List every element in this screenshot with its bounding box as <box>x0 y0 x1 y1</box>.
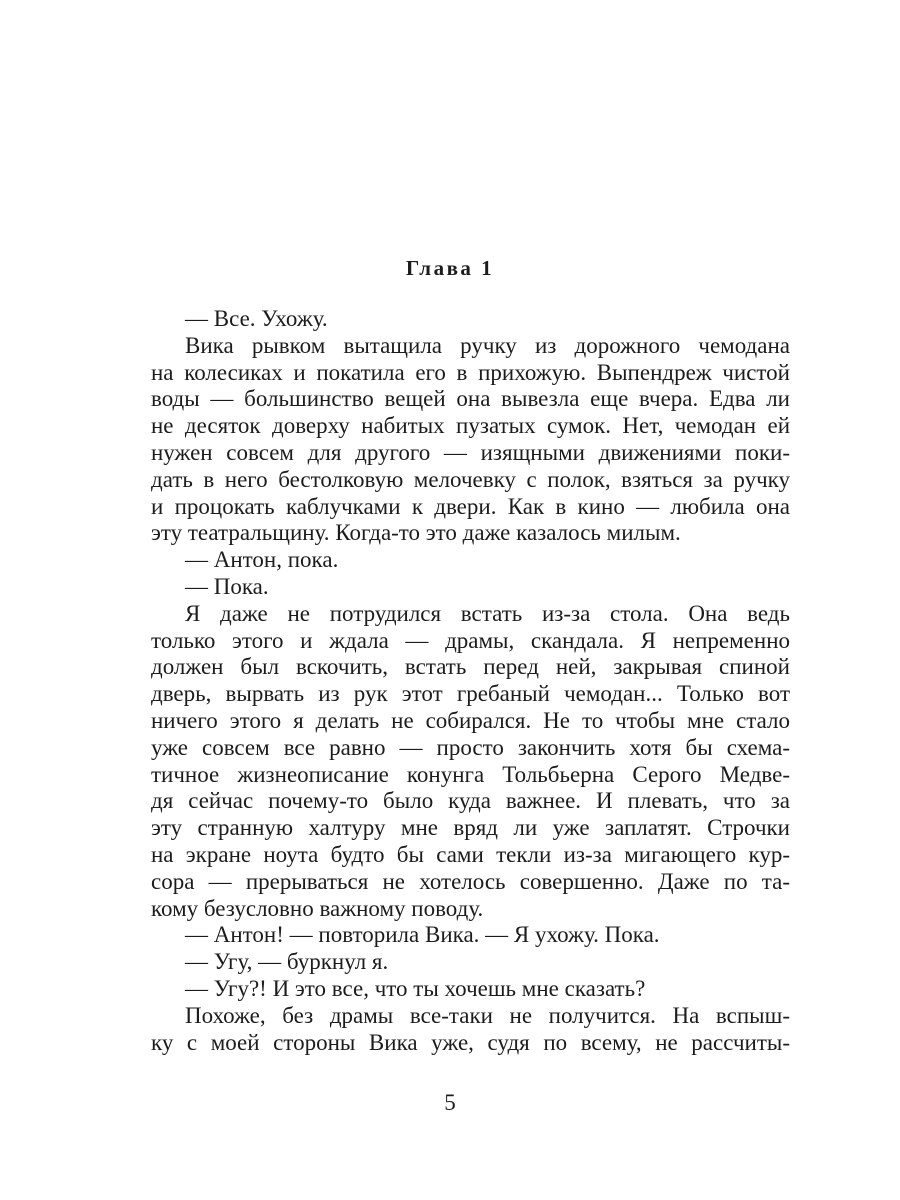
text-line: дя сейчас почему-то было куда важнее. И плевать, что за <box>151 788 790 814</box>
text-line: на экране ноута будто бы сами текли из-за мигающего кур- <box>151 841 790 867</box>
page-number: 5 <box>444 1090 456 1115</box>
paragraph <box>151 547 790 574</box>
paragraph <box>151 574 790 601</box>
paragraph <box>151 922 790 949</box>
text-line: Вика рывком вытащила ручку из дорожного чемодана <box>185 332 790 358</box>
text-line: эту странную халтуру мне вряд ли уже заплатят. Строчки <box>151 815 790 841</box>
text-line: должен был вскочить, встать перед ней, закрывая спиной <box>151 654 790 680</box>
text-line: — Угу, — буркнул я. <box>185 949 389 975</box>
text-line: дать в него бестолковую мелочевку с полок, взяться за ручку <box>151 466 790 492</box>
chapter-body-text <box>151 306 790 1056</box>
text-line: не десяток доверху набитых пузатых сумок. Нет, чемодан ей <box>151 413 790 439</box>
paragraph <box>151 1003 790 1057</box>
text-line: только этого и ждала — драмы, скандала. Я непременно <box>151 627 790 653</box>
text-line: Похоже, без драмы все-таки не получится. На вспыш- <box>185 1002 790 1028</box>
text-line: кому безусловно важному поводу. <box>151 895 484 921</box>
text-line: и процокать каблучками к двери. Как в кино — любила она <box>151 493 790 519</box>
text-line: — Антон, пока. <box>185 547 339 573</box>
text-line: эту театральщину. Когда-то это даже казалось милым. <box>151 520 681 546</box>
text-line: ку с моей стороны Вика уже, судя по всему, не рассчиты- <box>151 1029 790 1055</box>
text-line: — Антон! — повторила Вика. — Я ухожу. Пока. <box>185 922 660 948</box>
paragraph <box>151 306 790 333</box>
text-line: Я даже не потрудился встать из-за стола. Она ведь <box>185 600 790 626</box>
paragraph <box>151 976 790 1003</box>
text-line: на колесиках и покатила его в прихожую. Выпендреж чистой <box>151 359 790 385</box>
paragraph <box>151 601 790 923</box>
text-line: сора — прерываться не хотелось совершенно. Даже по та- <box>151 868 790 894</box>
text-line: — Все. Ухожу. <box>185 306 328 331</box>
text-line: тичное жизнеописание конунга Тольбьерна Серого Медве- <box>151 761 790 787</box>
text-line: ничего этого я делать не собирался. Не то чтобы мне стало <box>151 707 790 733</box>
paragraph <box>151 949 790 976</box>
chapter-title: Глава 1 <box>405 256 495 280</box>
text-line: — Пока. <box>185 573 269 599</box>
paragraph <box>151 333 790 547</box>
text-line: — Угу?! И это все, что ты хочешь мне сказать? <box>185 975 646 1001</box>
text-line: воды — большинство вещей она вывезла еще вчера. Едва ли <box>151 386 790 412</box>
text-line: нужен совсем для другого — изящными движениями поки- <box>151 439 790 465</box>
text-line: дверь, вырвать из рук этот гребаный чемодан... Только вот <box>151 681 790 707</box>
text-line: уже совсем все равно — просто закончить хотя бы схема- <box>151 734 790 760</box>
